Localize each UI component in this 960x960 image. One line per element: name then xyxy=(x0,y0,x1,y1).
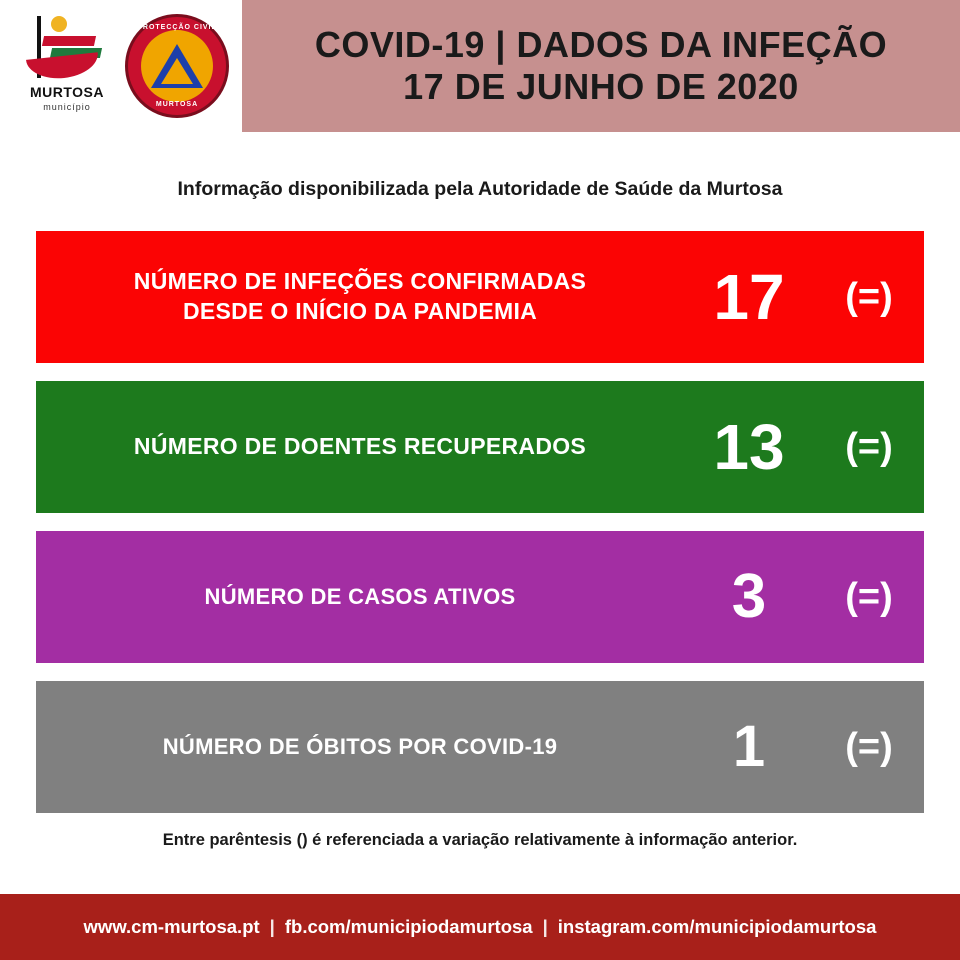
stat-value-deaths: 1 xyxy=(732,714,766,779)
footer-facebook-link[interactable]: fb.com/municipiodamurtosa xyxy=(284,916,533,937)
logo-municipality-name: MURTOSA xyxy=(29,84,105,100)
footer-separator-1: | xyxy=(269,916,275,937)
civil-protection-bottom-text: MURTOSA xyxy=(155,101,199,108)
footnote: Entre parêntesis () é referenciada a variação relativamente à informação anterior. xyxy=(162,831,798,849)
civil-protection-triangle-icon xyxy=(151,44,203,88)
stats-list xyxy=(0,231,960,813)
header xyxy=(0,0,960,132)
stat-row-confirmed xyxy=(36,231,924,363)
municipality-logo-icon xyxy=(21,10,113,122)
stat-trend-active: (=) xyxy=(845,575,893,618)
title-band xyxy=(242,0,960,132)
stat-label-confirmed-line1: NÚMERO DE INFEÇÕES CONFIRMADAS xyxy=(133,268,587,295)
stat-label-active: NÚMERO DE CASOS ATIVOS xyxy=(204,583,516,609)
stat-value-confirmed: 17 xyxy=(713,261,785,333)
source-subtitle: Informação disponibilizada pela Autoridade de Saúde da Murtosa xyxy=(177,178,783,200)
logo-red-stripe-shape xyxy=(42,36,96,46)
stat-trend-confirmed: (=) xyxy=(845,275,893,318)
civil-protection-logo-icon xyxy=(125,14,229,118)
page-title-line1: COVID-19 | DADOS DA INFEÇÃO xyxy=(314,23,888,65)
stat-trend-deaths: (=) xyxy=(845,725,893,768)
stat-label-confirmed-line2: DESDE O INÍCIO DA PANDEMIA xyxy=(182,298,538,324)
footer xyxy=(0,894,960,960)
stat-value-recovered: 13 xyxy=(713,411,785,483)
stat-label-recovered: NÚMERO DE DOENTES RECUPERADOS xyxy=(133,433,587,460)
footer-instagram-link[interactable]: instagram.com/municipiodamurtosa xyxy=(557,916,877,937)
footer-website-link[interactable]: www.cm-murtosa.pt xyxy=(83,916,260,937)
stat-label-deaths: NÚMERO DE ÓBITOS POR COVID-19 xyxy=(162,733,558,759)
stat-trend-recovered: (=) xyxy=(845,425,893,468)
stat-row-active xyxy=(36,531,924,663)
logo-sun-shape xyxy=(51,16,67,32)
footer-separator-2: | xyxy=(542,916,548,937)
logo-group xyxy=(0,0,242,132)
stat-label-confirmed xyxy=(36,267,684,327)
stat-row-deaths xyxy=(36,681,924,813)
stat-value-active: 3 xyxy=(731,562,767,631)
civil-protection-disc-shape xyxy=(141,30,213,102)
civil-protection-top-text: PROTECÇÃO CIVIL xyxy=(137,24,217,31)
page-title-line2: 17 DE JUNHO DE 2020 xyxy=(403,66,799,107)
stat-row-recovered xyxy=(36,381,924,513)
logo-municipality-subtitle: município xyxy=(43,102,91,112)
